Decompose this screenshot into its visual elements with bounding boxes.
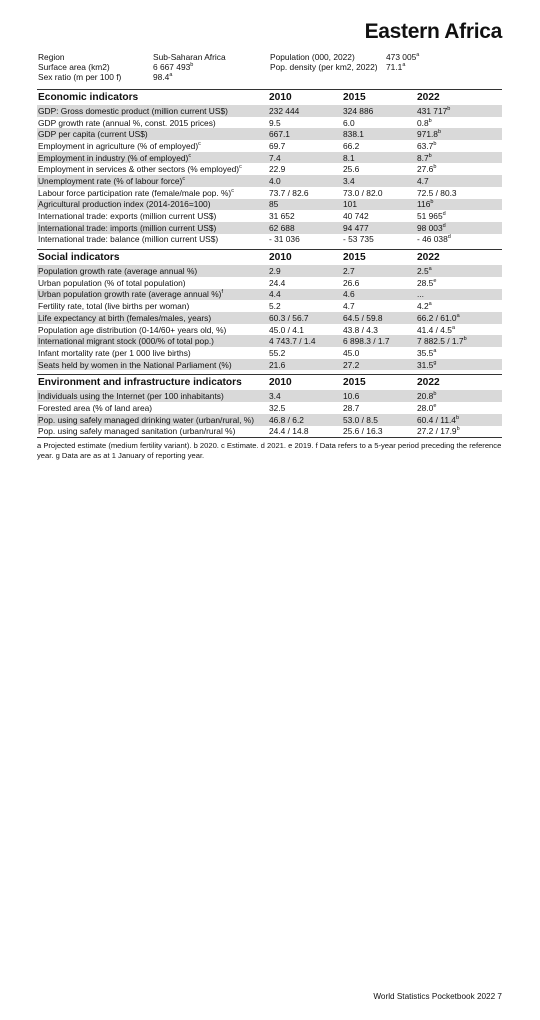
table-row <box>37 105 502 117</box>
value-2015: 53.0 / 8.5 <box>343 414 378 425</box>
value-2015: 101 <box>343 199 357 210</box>
value-2022: 28.5e <box>417 277 437 288</box>
value-2010: 2.9 <box>269 266 281 277</box>
value-2015: 25.6 / 16.3 <box>343 426 383 437</box>
value-2010: 4.0 <box>269 175 281 186</box>
year-header: 2022 <box>417 377 440 389</box>
value-2015: 27.2 <box>343 359 360 370</box>
page-title: Eastern Africa <box>364 20 502 43</box>
indicator-label: Infant mortality rate (per 1 000 live births) <box>38 347 191 358</box>
value-2010: 69.7 <box>269 140 286 151</box>
value-2010: 24.4 / 14.8 <box>269 426 309 437</box>
value-2022: 20.8$^b$ <box>417 391 437 402</box>
value-2022: 51 965$^d$ <box>417 211 446 222</box>
value-2015: 40 742 <box>343 211 369 222</box>
value-2022: 35.5$^a$ <box>417 347 437 358</box>
value-2010: - 31 036 <box>269 234 300 245</box>
section-header <box>37 374 502 390</box>
footnotes: a Projected estimate (medium fertility variant). b 2020. c Estimate. d 2021. e 2019. f Data refers to a 5-year period preceding the reference year. g Data are as at 1 January of reporting year. <box>37 441 502 461</box>
value-2010: 22.9 <box>269 164 286 175</box>
section-title: Social indicators <box>38 252 120 264</box>
table-row <box>37 210 502 222</box>
value-2022: 971.8$^b$ <box>417 129 442 140</box>
value-2010: 32.5 <box>269 402 286 413</box>
table-row <box>37 187 502 199</box>
value-2022: 116$^b$ <box>417 199 434 210</box>
value-2015: 66.2 <box>343 140 360 151</box>
value-2022: 7 882.5 / 1.7$^b$ <box>417 336 467 347</box>
indicator-label: Life expectancy at birth (females/males, years) <box>38 312 212 323</box>
value-2015: 6.0 <box>343 117 355 128</box>
value-2022: 27.6$^b$ <box>417 164 437 175</box>
year-header: 2022 <box>417 92 440 103</box>
value-2015: 26.6 <box>343 277 360 288</box>
table-row <box>37 199 502 211</box>
table-row <box>37 152 502 164</box>
indicator-label: Population age distribution (0-14/60+ years old, %) <box>38 324 227 335</box>
value-2015: 6 898.3 / 1.7 <box>343 336 390 347</box>
content <box>37 52 502 461</box>
value-2010: 31 652 <box>269 211 295 222</box>
value-2022: 28.0e <box>417 402 437 413</box>
year-header: 2022 <box>417 252 440 264</box>
indicator-label: Labour force participation rate (female/male pop. %)$^c$ <box>38 187 234 198</box>
value-2015: 3.4 <box>343 175 355 186</box>
table-row <box>37 426 502 438</box>
indicator-label: Individuals using the Internet (per 100 inhabitants) <box>38 391 224 402</box>
table-row <box>37 128 502 140</box>
year-header: 2015 <box>343 252 366 264</box>
value-2022: 2.5$^a$ <box>417 266 432 277</box>
table-row <box>37 414 502 426</box>
value-2015: 324 886 <box>343 105 374 116</box>
table-row <box>37 277 502 289</box>
table-row <box>37 140 502 152</box>
indicator-label: Urban population (% of total population) <box>38 277 186 288</box>
value-2015: 94 477 <box>343 222 369 233</box>
table-row <box>37 222 502 234</box>
value-2022: 431 717$^b$ <box>417 105 451 116</box>
value-2015: 4.7 <box>343 301 355 312</box>
density-label: Pop. density (per km2, 2022) <box>270 62 378 72</box>
table-row <box>37 234 502 246</box>
value-2010: 4.4 <box>269 289 281 300</box>
indicator-label: Seats held by women in the National Parliament (%) <box>38 359 232 370</box>
value-2010: 9.5 <box>269 117 281 128</box>
value-2022: 4.2$^a$ <box>417 301 432 312</box>
indicator-label: Pop. using safely managed sanitation (urban/rural %) <box>38 426 236 437</box>
value-2015: 73.0 / 82.0 <box>343 187 383 198</box>
value-2022: 0.8$^b$ <box>417 117 432 128</box>
table-row <box>37 117 502 129</box>
value-2015: - 53 735 <box>343 234 374 245</box>
value-2022: 41.4 / 4.5$^a$ <box>417 324 455 335</box>
indicator-label: Employment in services & other sectors (% employed)$^c$ <box>38 164 242 175</box>
table-row <box>37 402 502 414</box>
value-2010: 21.6 <box>269 359 286 370</box>
value-2015: 2.7 <box>343 266 355 277</box>
year-header: 2015 <box>343 377 366 389</box>
value-2022: ... <box>417 289 424 300</box>
indicator-label: Fertility rate, total (live births per woman) <box>38 301 190 312</box>
section-title: Economic indicators <box>38 92 139 103</box>
region-label: Region <box>38 52 65 62</box>
density-value: 71.1$^a$ <box>386 62 406 72</box>
indicator-label: International trade: balance (million current US$) <box>38 234 219 245</box>
indicator-label: International trade: imports (million current US$) <box>38 222 217 233</box>
indicator-label: International migrant stock (000/% of total pop.) <box>38 336 214 347</box>
table-row <box>37 300 502 312</box>
value-2022: 66.2 / 61.0$^a$ <box>417 312 460 323</box>
table-row <box>37 347 502 359</box>
indicator-tables <box>37 89 502 437</box>
value-2010: 46.8 / 6.2 <box>269 414 304 425</box>
value-2010: 55.2 <box>269 347 286 358</box>
value-2022: 60.4 / 11.4$^b$ <box>417 414 460 425</box>
value-2015: 28.7 <box>343 402 360 413</box>
value-2010: 45.0 / 4.1 <box>269 324 304 335</box>
indicator-label: GDP growth rate (annual %, const. 2015 prices) <box>38 117 216 128</box>
value-2010: 60.3 / 56.7 <box>269 312 309 323</box>
year-header: 2010 <box>269 252 292 264</box>
value-2010: 62 688 <box>269 222 295 233</box>
value-2010: 24.4 <box>269 277 286 288</box>
indicator-label: Population growth rate (average annual %) <box>38 266 198 277</box>
population-value: 473 005$^a$ <box>386 52 420 62</box>
value-2015: 43.8 / 4.3 <box>343 324 378 335</box>
info-block <box>37 52 502 89</box>
sexratio-label: Sex ratio (m per 100 f) <box>38 72 122 82</box>
year-header: 2010 <box>269 92 292 103</box>
table-row <box>37 312 502 324</box>
table-row <box>37 265 502 277</box>
table-row <box>37 289 502 301</box>
table-row <box>37 335 502 347</box>
value-2015: 4.6 <box>343 289 355 300</box>
year-header: 2015 <box>343 92 366 103</box>
indicator-label: Agricultural production index (2014-2016=100) <box>38 199 211 210</box>
indicator-label: International trade: exports (million current US$) <box>38 211 217 222</box>
value-2022: - 46 038$^d$ <box>417 234 451 245</box>
value-2010: 73.7 / 82.6 <box>269 187 309 198</box>
value-2015: 8.1 <box>343 152 355 163</box>
value-2022: 72.5 / 80.3 <box>417 187 457 198</box>
value-2015: 25.6 <box>343 164 360 175</box>
indicator-label: Employment in agriculture (% of employed)$^c$ <box>38 140 201 151</box>
value-2010: 3.4 <box>269 391 281 402</box>
indicator-label: Employment in industry (% of employed)$^c$ <box>38 152 192 163</box>
indicator-label: Pop. using safely managed drinking water (urban/rural, %) <box>38 414 254 425</box>
value-2010: 7.4 <box>269 152 281 163</box>
value-2015: 64.5 / 59.8 <box>343 312 383 323</box>
population-label: Population (000, 2022) <box>270 52 355 62</box>
value-2022: 63.7$^b$ <box>417 140 437 151</box>
surface-value: 6 667 493$^b$ <box>153 62 194 72</box>
value-2010: 4 743.7 / 1.4 <box>269 336 316 347</box>
sexratio-value: 98.4$^a$ <box>153 72 173 82</box>
page-footer: World Statistics Pocketbook 2022 7 <box>373 992 502 1001</box>
region-value: Sub-Saharan Africa <box>153 52 226 62</box>
value-2015: 45.0 <box>343 347 360 358</box>
value-2022: 8.7$^b$ <box>417 152 432 163</box>
section-header <box>37 249 502 265</box>
value-2022: 4.7 <box>417 175 429 186</box>
value-2015: 10.6 <box>343 391 360 402</box>
table-row <box>37 359 502 371</box>
indicator-label: GDP per capita (current US$) <box>38 129 148 140</box>
table-row <box>37 163 502 175</box>
value-2015: 838.1 <box>343 129 364 140</box>
value-2022: 98 003$^d$ <box>417 222 446 233</box>
table-row <box>37 324 502 336</box>
value-2022: 31.5$^g$ <box>417 359 437 370</box>
value-2010: 667.1 <box>269 129 290 140</box>
section-header <box>37 89 502 105</box>
value-2010: 85 <box>269 199 279 210</box>
section-title: Environment and infrastructure indicators <box>38 377 242 389</box>
year-header: 2010 <box>269 377 292 389</box>
indicator-label: Forested area (% of land area) <box>38 402 153 413</box>
value-2022: 27.2 / 17.9$^b$ <box>417 426 460 437</box>
table-row <box>37 390 502 402</box>
value-2010: 232 444 <box>269 105 300 116</box>
value-2010: 5.2 <box>269 301 281 312</box>
surface-label: Surface area (km2) <box>38 62 110 72</box>
indicator-label: GDP: Gross domestic product (million current US$) <box>38 105 228 116</box>
table-row <box>37 175 502 187</box>
indicator-label: Urban population growth rate (average annual %)$^f$ <box>38 289 223 300</box>
indicator-label: Unemployment rate (% of labour force)$^c$ <box>38 175 186 186</box>
